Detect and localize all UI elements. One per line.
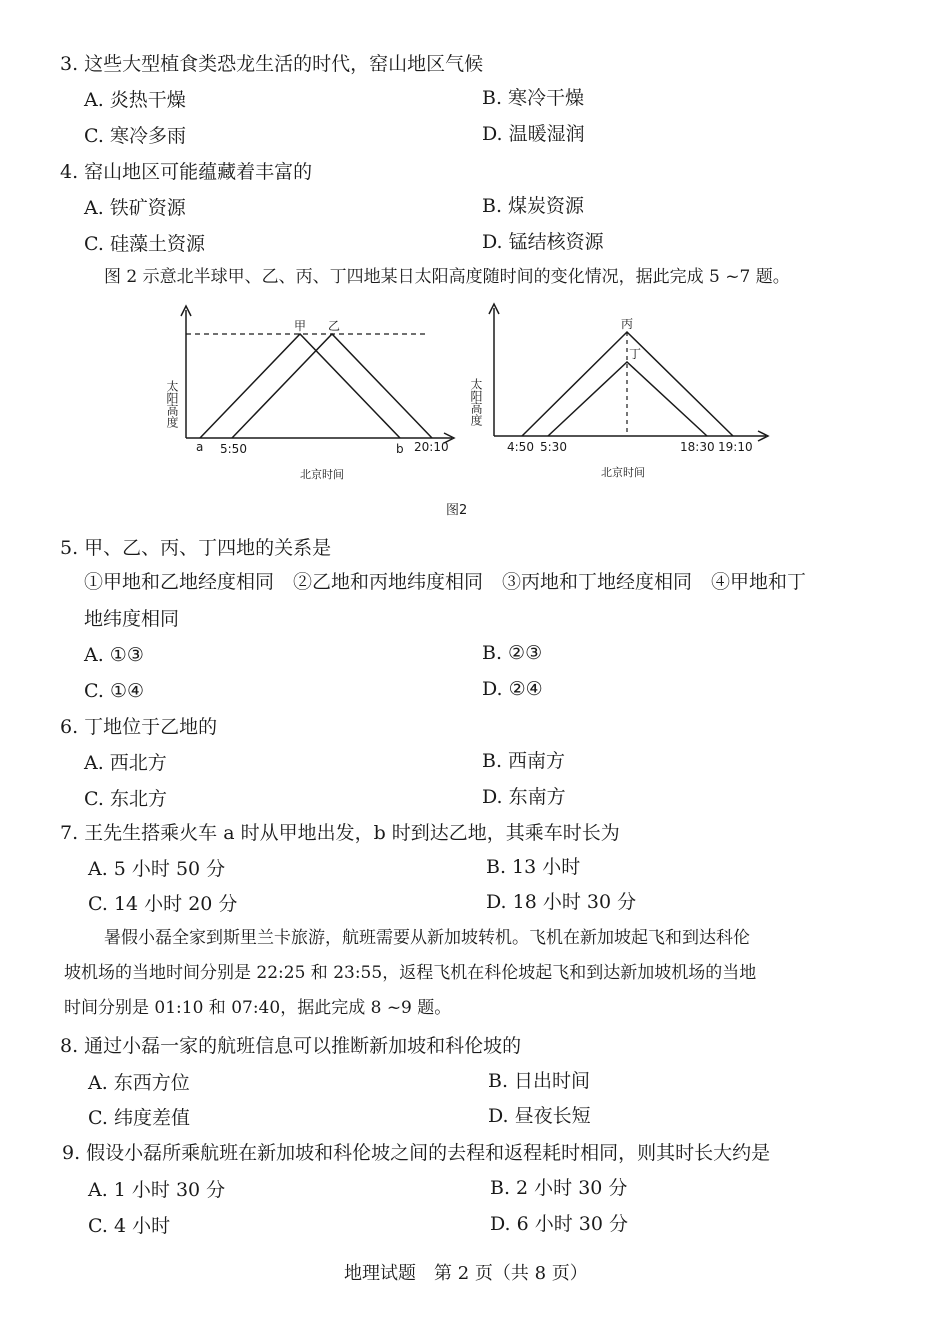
q5-option-b[interactable]: B. ②③: [482, 642, 543, 664]
q7-option-b[interactable]: B. 13 小时: [486, 856, 581, 878]
intro-5-7: 图 2 示意北半球甲、乙、丙、丁四地某日太阳高度随时间的变化情况，据此完成 5 ~7 题。: [104, 267, 790, 287]
label-ding: 丁: [629, 347, 642, 361]
label-jia: 甲: [294, 319, 307, 333]
q5-option-a[interactable]: A. ①③: [84, 644, 144, 666]
q8-option-c[interactable]: C. 纬度差值: [88, 1107, 190, 1129]
tick-5-30: 5:30: [540, 440, 567, 454]
q9-option-a[interactable]: A. 1 小时 30 分: [88, 1179, 226, 1201]
q7-stem: 7. 王先生搭乘火车 a 时从甲地出发，b 时到达乙地，其乘车时长为: [60, 822, 620, 844]
q8-stem: 8. 通过小磊一家的航班信息可以推断新加坡和科伦坡的: [60, 1035, 522, 1057]
q5-statements-line2: 地纬度相同: [84, 608, 180, 630]
q8-option-a[interactable]: A. 东西方位: [88, 1072, 190, 1094]
right-xlabel: 北京时间: [601, 466, 645, 479]
figure-2: [0, 300, 950, 520]
tick-19-10: 19:10: [718, 440, 753, 454]
left-xlabel: 北京时间: [300, 468, 344, 481]
q4-option-d[interactable]: D. 锰结核资源: [482, 231, 604, 253]
tick-4-50: 4:50: [507, 440, 534, 454]
q5-option-c[interactable]: C. ①④: [84, 680, 145, 702]
q9-option-b[interactable]: B. 2 小时 30 分: [490, 1177, 628, 1199]
series-yi-curve: [232, 334, 432, 438]
q3-option-c[interactable]: C. 寒冷多雨: [84, 125, 186, 147]
q8-option-d[interactable]: D. 昼夜长短: [488, 1105, 591, 1127]
label-yi: 乙: [328, 319, 341, 333]
q6-option-d[interactable]: D. 东南方: [482, 786, 566, 808]
q4-option-b[interactable]: B. 煤炭资源: [482, 195, 585, 217]
figure-caption: 图2: [446, 503, 468, 518]
tick-18-30: 18:30: [680, 440, 715, 454]
q9-option-d[interactable]: D. 6 小时 30 分: [490, 1213, 629, 1235]
q7-option-c[interactable]: C. 14 小时 20 分: [88, 893, 238, 915]
tick-a: a: [196, 440, 204, 454]
q6-option-a[interactable]: A. 西北方: [84, 752, 167, 774]
q4-stem: 4. 窑山地区可能蕴藏着丰富的: [60, 161, 313, 183]
q6-stem: 6. 丁地位于乙地的: [60, 716, 218, 738]
chart-left: [165, 306, 454, 481]
label-bing: 丙: [621, 317, 634, 331]
q3-option-d[interactable]: D. 温暖湿润: [482, 123, 585, 145]
q7-option-a[interactable]: A. 5 小时 50 分: [88, 858, 226, 880]
tick-20-10: 20:10: [414, 440, 449, 454]
q6-option-b[interactable]: B. 西南方: [482, 750, 566, 772]
q7-option-d[interactable]: D. 18 小时 30 分: [486, 891, 637, 913]
q4-option-a[interactable]: A. 铁矿资源: [84, 197, 186, 219]
q9-option-c[interactable]: C. 4 小时: [88, 1215, 171, 1237]
intro-8-9-line1: 暑假小磊全家到斯里兰卡旅游，航班需要从新加坡转机。飞机在新加坡起飞和到达科伦: [104, 928, 750, 948]
right-ylabel: 太阳高度: [469, 378, 483, 426]
series-jia-curve: [200, 334, 400, 438]
tick-b: b: [396, 442, 404, 456]
tick-5-50: 5:50: [220, 442, 247, 456]
q3-option-b[interactable]: B. 寒冷干燥: [482, 87, 585, 109]
q4-option-c[interactable]: C. 硅藻土资源: [84, 233, 205, 255]
q9-stem: 9. 假设小磊所乘航班在新加坡和科伦坡之间的去程和返程耗时相同，则其时长大约是: [62, 1142, 771, 1164]
q5-stem: 5. 甲、乙、丙、丁四地的关系是: [60, 537, 332, 559]
q3-stem: 3. 这些大型植食类恐龙生活的时代，窑山地区气候: [60, 53, 484, 75]
q8-option-b[interactable]: B. 日出时间: [488, 1070, 591, 1092]
q3-option-a[interactable]: A. 炎热干燥: [84, 89, 186, 111]
page-footer: 地理试题 第 2 页（共 8 页）: [344, 1263, 588, 1284]
left-ylabel: 太阳高度: [165, 380, 179, 428]
chart-right: [469, 304, 768, 479]
intro-8-9-line3: 时间分别是 01:10 和 07:40，据此完成 8 ~9 题。: [64, 998, 452, 1018]
q5-statements-line1: ①甲地和乙地经度相同 ②乙地和丙地纬度相同 ③丙地和丁地经度相同 ④甲地和丁: [84, 571, 807, 593]
q5-option-d[interactable]: D. ②④: [482, 678, 543, 700]
intro-8-9-line2: 坡机场的当地时间分别是 22:25 和 23:55，返程飞机在科伦坡起飞和到达新加坡机场的当地: [64, 963, 757, 983]
q6-option-c[interactable]: C. 东北方: [84, 788, 167, 810]
